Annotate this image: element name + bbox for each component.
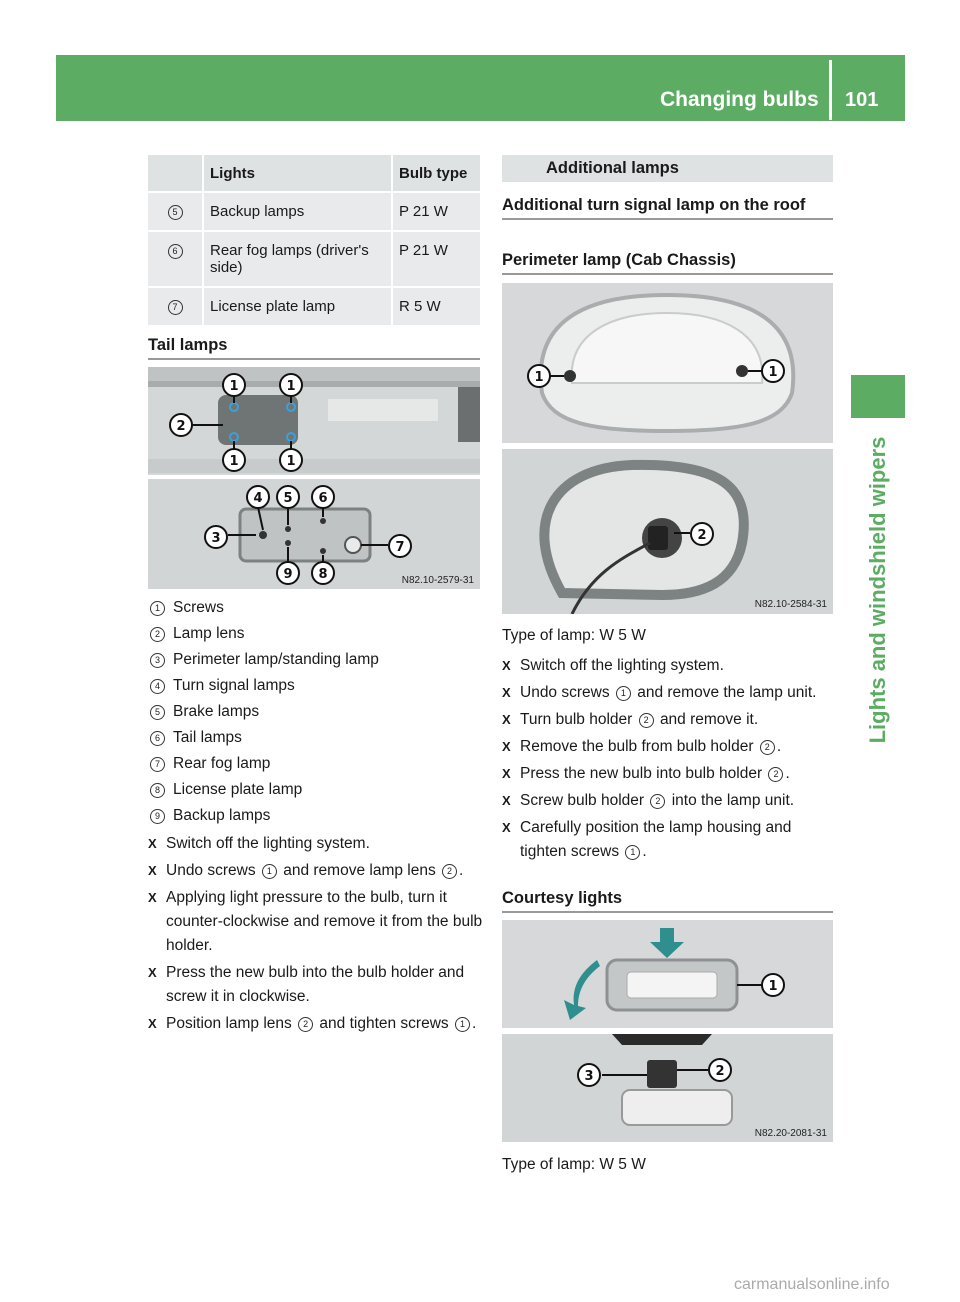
list-item: 6 Tail lamps [148, 725, 483, 751]
svg-text:1: 1 [768, 365, 778, 380]
callout-number: 7 [168, 300, 183, 315]
figure-code: N82.10-2579-31 [401, 575, 474, 586]
perimeter-lamp-type: Type of lamp: W 5 W [502, 627, 646, 644]
callout-5 [277, 486, 299, 508]
step-item: X Applying light pressure to the bulb, turn it counter-clockwise and remove it from the bulb holder. [148, 889, 483, 954]
step-item: X Carefully position the lamp housing and tighten screws 1 . [502, 819, 792, 860]
callout-9 [277, 562, 299, 584]
callout-7 [389, 535, 411, 557]
svg-text:3: 3 [584, 1069, 594, 1084]
side-tab [851, 375, 905, 418]
list-item: 7 Rear fog lamp [148, 751, 483, 777]
callout-2 [691, 523, 713, 545]
callout-4 [247, 486, 269, 508]
watermark: carmanualsonline.info [734, 1276, 890, 1293]
list-item: 5 Brake lamps [148, 699, 483, 725]
step-item: X Undo screws 1 and remove the lamp unit. [502, 684, 817, 701]
additional-lamps-banner: Additional lamps [502, 155, 833, 182]
table-cell-bulb: R 5 W [392, 287, 480, 326]
step-item: X Switch off the lighting system. [502, 657, 724, 674]
svg-text:4: 4 [253, 491, 263, 506]
page-number: 101 [845, 89, 879, 111]
callout-8 [312, 562, 334, 584]
callout-2 [709, 1059, 731, 1081]
step-item: X Position lamp lens 2 and tighten screws 1 . [148, 1015, 477, 1032]
bulb-table [148, 155, 480, 327]
tail-lamps-legend [148, 595, 483, 829]
callout-1b [762, 360, 784, 382]
courtesy-lights-figure [502, 920, 833, 1142]
table-cell-light: Rear fog lamps (driver's side) [203, 231, 392, 287]
callout-1a [528, 365, 550, 387]
svg-text:5: 5 [283, 491, 293, 506]
perimeter-lamp-figure [502, 283, 833, 614]
callout-1d [280, 449, 302, 471]
svg-text:2: 2 [697, 528, 707, 543]
step-item: X Turn bulb holder 2 and remove it. [502, 711, 759, 728]
svg-text:9: 9 [283, 567, 293, 582]
table-row [148, 192, 480, 231]
figure-code: N82.10-2584-31 [754, 599, 827, 610]
figure-code: N82.20-2081-31 [754, 1128, 827, 1139]
courtesy-lamp-type: Type of lamp: W 5 W [502, 1156, 646, 1173]
callout-3 [578, 1064, 600, 1086]
table-cell-bulb: P 21 W [392, 231, 480, 287]
list-item: 2 Lamp lens [148, 621, 483, 647]
step-item: X Undo screws 1 and remove lamp lens 2 . [148, 862, 464, 879]
tail-lamps-figure [148, 367, 480, 589]
list-item: 3 Perimeter lamp/standing lamp [148, 647, 483, 673]
callout-1a [223, 374, 245, 396]
table-header-bulb: Bulb type [392, 155, 480, 192]
svg-text:7: 7 [395, 540, 405, 555]
svg-text:1: 1 [286, 454, 296, 469]
perimeter-lamp-heading: Perimeter lamp (Cab Chassis) [502, 251, 833, 275]
step-item: X Remove the bulb from bulb holder 2 . [502, 738, 782, 755]
table-header-lights: Lights [203, 155, 392, 192]
callout-2 [170, 414, 192, 436]
step-item: X Press the new bulb into bulb holder 2 . [502, 765, 790, 782]
svg-text:1: 1 [286, 379, 296, 394]
svg-text:1: 1 [768, 979, 778, 994]
callout-number: 6 [168, 244, 183, 259]
svg-text:3: 3 [211, 531, 221, 546]
side-section-label: Lights and windshield wipers [865, 436, 890, 744]
courtesy-lights-heading: Courtesy lights [502, 889, 833, 913]
callout-1b [280, 374, 302, 396]
svg-text:1: 1 [229, 379, 239, 394]
table-header-num [148, 155, 203, 192]
list-item: 4 Turn signal lamps [148, 673, 483, 699]
list-item: 9 Backup lamps [148, 803, 483, 829]
page-title: Changing bulbs [660, 88, 819, 111]
tail-lamps-heading: Tail lamps [148, 336, 480, 360]
table-header-row [148, 155, 480, 192]
table-row [148, 287, 480, 326]
perimeter-lamp-steps [502, 654, 840, 867]
table-cell-light: Backup lamps [203, 192, 392, 231]
callout-1 [762, 974, 784, 996]
header-divider [829, 60, 832, 120]
svg-text:1: 1 [534, 370, 544, 385]
svg-text:8: 8 [318, 567, 328, 582]
step-item: X Press the new bulb into the bulb holder and screw it in clockwise. [148, 964, 465, 1005]
step-item: X Screw bulb holder 2 into the lamp unit. [502, 792, 795, 809]
tail-lamps-steps [148, 832, 484, 1039]
list-item: 8 License plate lamp [148, 777, 483, 803]
svg-text:1: 1 [229, 454, 239, 469]
table-cell-light: License plate lamp [203, 287, 392, 326]
callout-3 [205, 526, 227, 548]
svg-text:2: 2 [715, 1064, 725, 1079]
list-item: 1 Screws [148, 595, 483, 621]
roof-lamp-heading: Additional turn signal lamp on the roof [502, 196, 833, 220]
svg-text:2: 2 [176, 419, 186, 434]
callout-number: 5 [168, 205, 183, 220]
table-row [148, 231, 480, 287]
table-cell-bulb: P 21 W [392, 192, 480, 231]
svg-text:6: 6 [318, 491, 328, 506]
callout-1c [223, 449, 245, 471]
step-item: X Switch off the lighting system. [148, 835, 370, 852]
callout-6 [312, 486, 334, 508]
